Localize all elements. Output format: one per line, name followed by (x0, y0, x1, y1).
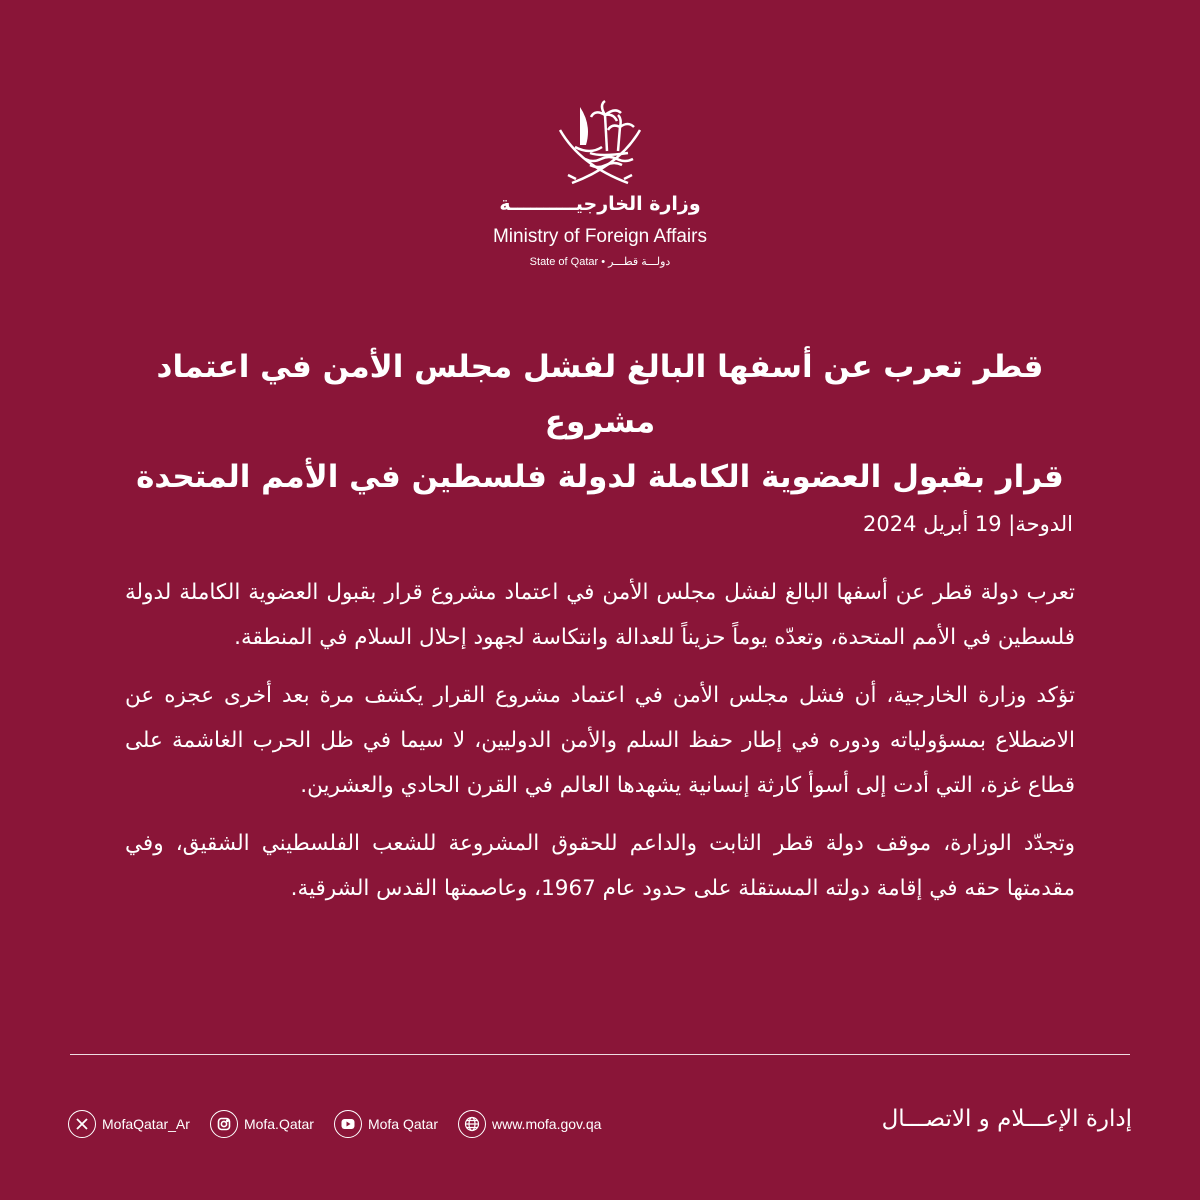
social-links (68, 1107, 621, 1141)
paragraph-2: تؤكد وزارة الخارجية، أن فشل مجلس الأمن في اعتماد مشروع القرار يكشف مرة بعد أخرى عجزه عن الاضطلاع بمسؤولياته ودوره في إطار حفظ السلم والأمن الدوليين، لا سيما في ظل الحرب الغاشمة على قطاع غزة، التي أدت إلى أسوأ كارثة إنسانية يشهدها العالم في القرن الحادي والعشرين. (125, 683, 1075, 798)
ministry-english-name: Ministry of Foreign Affairs (492, 226, 707, 247)
state-line: State of Qatar • دولـــة قطـــر (529, 256, 671, 268)
x-icon (68, 1110, 96, 1138)
ministry-arabic-name: وزارة الخارجيــــــــــة (499, 193, 701, 215)
headline (100, 340, 1100, 505)
qatar-emblem-icon (550, 95, 650, 190)
paragraph-3: وتجدّد الوزارة، موقف دولة قطر الثابت والداعم للحقوق المشروعة للشعب الفلسطيني الشقيق، وفي مقدمتها حقه في إقامة دولته المستقلة على حدود عام 1967، وعاصمتها القدس الشرقية. (125, 831, 1075, 901)
dateline: الدوحة| 19 أبريل 2024 (863, 512, 1073, 536)
youtube-icon (334, 1110, 362, 1138)
social-link-youtube[interactable] (334, 1110, 438, 1138)
social-label-x: MofaQatar_Ar (102, 1116, 190, 1132)
headline-line-1: قطر تعرب عن أسفها البالغ لفشل مجلس الأمن في اعتماد مشروع (156, 349, 1044, 440)
instagram-icon (210, 1110, 238, 1138)
social-link-instagram[interactable] (210, 1110, 314, 1138)
paragraph-1: تعرب دولة قطر عن أسفها البالغ لفشل مجلس الأمن في اعتماد مشروع قرار بقبول العضوية الكاملة لدولة فلسطين في الأمم المتحدة، وتعدّه يوماً حزيناً للعدالة وانتكاسة لجهود إحلال السلام في المنطقة. (125, 580, 1075, 650)
social-link-website[interactable] (458, 1110, 601, 1138)
headline-line-2: قرار بقبول العضوية الكاملة لدولة فلسطين في الأمم المتحدة (136, 459, 1064, 495)
social-label-youtube: Mofa Qatar (367, 1116, 438, 1132)
globe-icon (458, 1110, 486, 1138)
footer-divider (70, 1054, 1130, 1055)
social-label-website: www.mofa.gov.qa (492, 1116, 602, 1132)
social-label-instagram: Mofa.Qatar (243, 1116, 314, 1132)
department-name: إدارة الإعـــلام و الاتصـــال (881, 1106, 1132, 1132)
social-link-x[interactable] (68, 1110, 190, 1138)
statement-body (125, 570, 1075, 924)
